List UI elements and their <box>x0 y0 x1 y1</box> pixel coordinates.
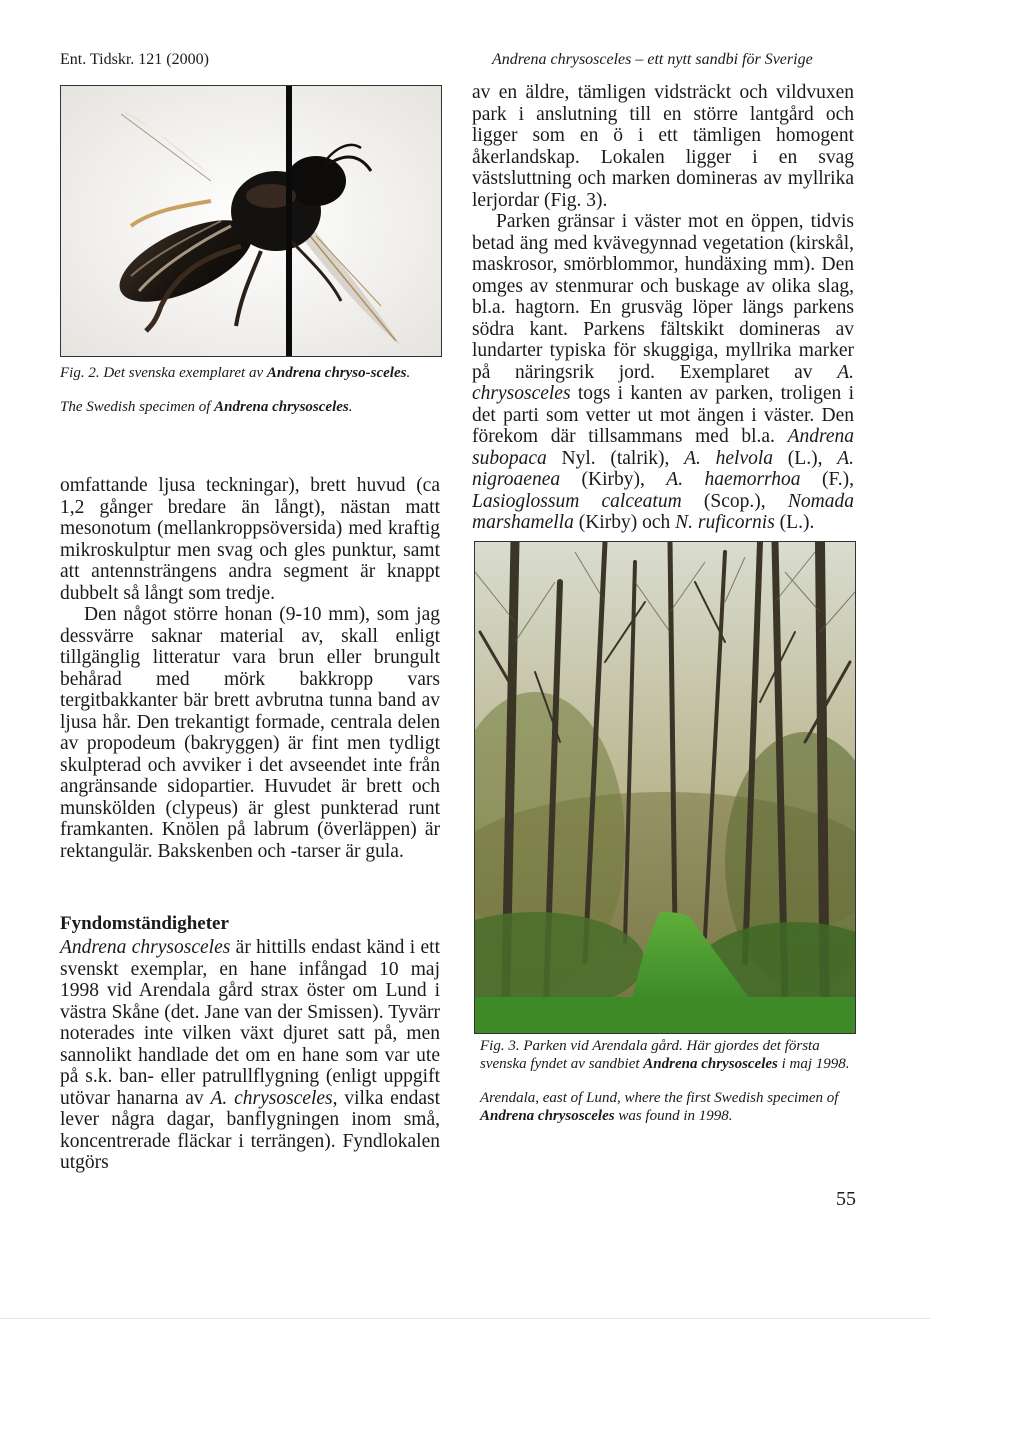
paragraph: av en äldre, tämligen vidsträckt och vildvuxen park i anslutning till en större lantgård och ligger som en ö i ett tämligen homogent åkerlandskap. Lokalen ligger i en svag västsluttning och marken domineras av myllrika lerjordar (Fig. 3). <box>472 82 854 211</box>
figure-2-caption-english: The Swedish specimen of Andrena chrysosceles. <box>60 399 353 415</box>
left-column-upper-text <box>60 475 440 862</box>
figure-2-caption <box>60 364 440 416</box>
figure-3-caption-swedish: Fig. 3. Parken vid Arendala gård. Här gjordes det första svenska fyndet av sandbiet Andrena chrysosceles i maj 1998. <box>480 1038 850 1072</box>
right-column-text <box>472 82 854 534</box>
figure-3-park-photo <box>474 541 856 1034</box>
paragraph: Parken gränsar i väster mot en öppen, tidvis betad äng med kvävegynnad vegetation (kirskål, maskrosor, smörblommor, hundäxing mm). Den omges av stenmurar och buskage av olika slag, bl.a. hagtorn. En grusväg löper längs parkens södra kant. Parkens fältskikt domineras av lundarter typiska för skuggiga, myllrika marker på näringsrik jord. Exemplaret av A. chrysosceles togs i kanten av parken, troligen i det parti som vetter ut mot ängen i väster. Den förekom där tillsammans med bl.a. Andrena subopaca Nyl. (talrik), A. helvola (L.), A. nigroaenea (Kirby), A. haemorrhoa (F.), Lasioglossum calceatum (Scop.), Nomada marshamella (Kirby) och N. ruficornis (L.). <box>472 211 854 533</box>
page-number: 55 <box>836 1188 856 1210</box>
scan-edge-line <box>0 1318 930 1319</box>
figure-2-bee-photo <box>60 85 442 357</box>
paragraph: Andrena chrysosceles är hittills endast känd i ett svenskt exemplar, en hane infångad 10 maj 1998 vid Arendala gård strax öster om Lund i västra Skåne (det. Jane van der Smissen). Tyvärr noterades inte vilken växt djuret satt på, men sannolikt handlade det om en hane som var ute på s.k. ban- eller patrullflygning (enligt uppgift utövar hanarna av A. chrysosceles, vilka endast lever några dagar, banflygningen inom små, koncentrerade fläckar i terrängen). Fyndlokalen utgörs <box>60 937 441 1173</box>
paragraph: omfattande ljusa teckningar), brett huvud (ca 1,2 gånger bredare än långt), nästan matt mesonotum (mellankroppsöversida) med kraftig mikroskulptur men svag och gles punktur, samt att antennsträngens andra segment är knappt dubbelt så långt som tredje. <box>60 475 440 604</box>
figure-2-caption-swedish: Fig. 2. Det svenska exemplaret av Andrena chryso-sceles. <box>60 365 411 381</box>
left-column-lower-text <box>60 913 440 1174</box>
paragraph: Den något större honan (9-10 mm), som jag dessvärre saknar material av, skall enligt tillgänglig litteratur vara brun eller brungult behårad med mörk bakkropp vars tergitbakkanter bär brett avbrutna tunna band av ljusa hår. Den trekantigt formade, centrala delen av propodeum (bakryggen) är fint men tydligt skulpterad och avviker i det avseendet inte från angränsande sidopartier. Huvudet är brett och munskölden (clypeus) är glest punkterad runt framkanten. Knölen på labrum (överläppen) är rektangulär. Bakskenben och -tarser är gula. <box>60 604 440 862</box>
figure-3-caption-english: Arendala, east of Lund, where the first Swedish specimen of Andrena chrysosceles was found in 1998. <box>480 1090 839 1124</box>
park-landscape-illustration <box>475 542 855 1033</box>
section-heading: Fyndomständigheter <box>60 913 229 934</box>
running-header-left: Ent. Tidskr. 121 (2000) <box>60 51 209 68</box>
running-header-right: Andrena chrysosceles – ett nytt sandbi för Sverige <box>492 51 813 68</box>
bee-specimen-illustration <box>61 86 441 356</box>
figure-3-caption <box>480 1037 860 1125</box>
